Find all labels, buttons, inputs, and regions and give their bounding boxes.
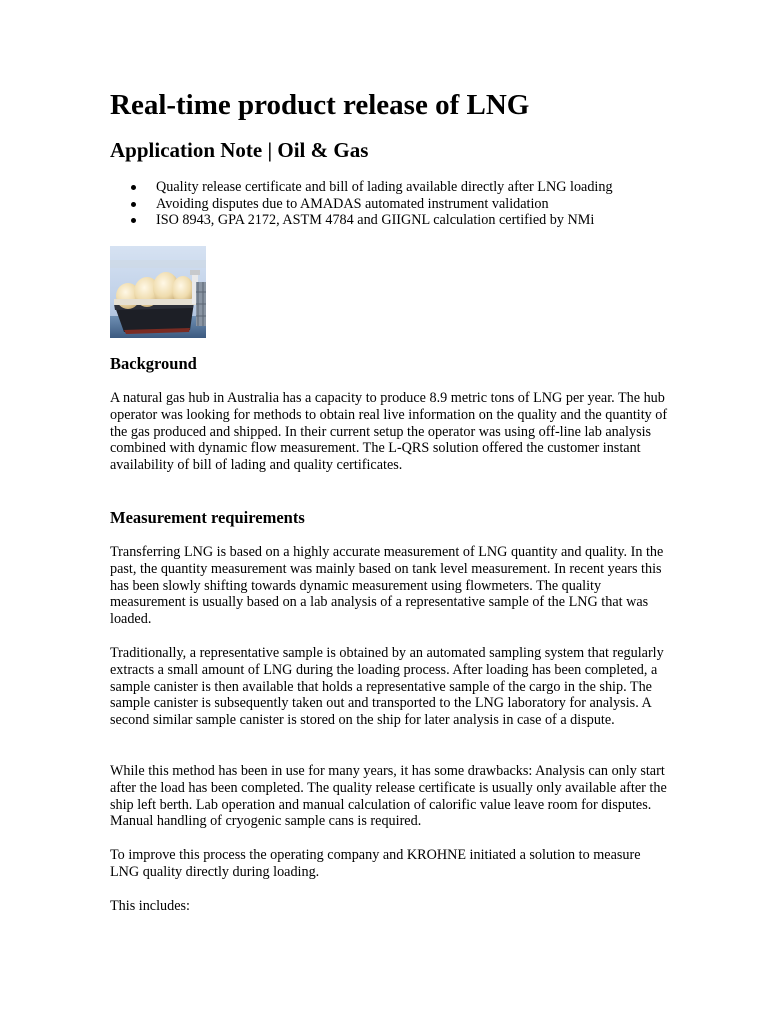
bullet-icon — [131, 185, 136, 190]
list-item-text: Quality release certificate and bill of lading available directly after LNG loading — [156, 179, 613, 195]
list-item — [110, 179, 670, 196]
measurement-paragraph: To improve this process the operating company and KROHNE initiated a solution to measure LNG quality directly during loading. — [110, 847, 641, 880]
background-paragraph: A natural gas hub in Australia has a capacity to produce 8.9 metric tons of LNG per year. The hub operator was looking for methods to obtain real live information on the quality and the quantity of the gas produced and shipped. In their current setup the operator was using off-line lab analysis combined with dynamic flow measurement. The L-QRS solution offered the customer instant availability of bill of lading and quality certificates. — [110, 390, 668, 474]
bullet-icon — [131, 218, 136, 223]
list-item-text: ISO 8943, GPA 2172, ASTM 4784 and GIIGNL calculation certified by NMi — [156, 212, 595, 228]
measurement-paragraph: Transferring LNG is based on a highly accurate measurement of LNG quantity and quality. In the past, the quantity measurement was mainly based on tank level measurement. In recent years this has been slowly shifting towards dynamic measurement using flowmeters. The quality measurement is usually based on a lab analysis of a representative sample of the LNG that was loaded. — [110, 544, 664, 628]
key-points-list — [110, 179, 670, 229]
page-title: Real-time product release of LNG — [110, 89, 530, 121]
lng-tanker-ship-photo — [110, 246, 206, 338]
measurement-requirements-heading: Measurement requirements — [110, 508, 305, 527]
background-heading: Background — [110, 354, 197, 373]
measurement-paragraph: This includes: — [110, 898, 190, 914]
list-item — [110, 212, 670, 229]
measurement-paragraph: While this method has been in use for many years, it has some drawbacks: Analysis can only start after the load has been completed. The quality release certificate is usually only available after the ship left berth. Lab operation and manual calculation of calorific value leave room for disputes. Manual handling of cryogenic sample cans is required. — [110, 763, 667, 830]
measurement-paragraph: Traditionally, a representative sample is obtained by an automated sampling system that regularly extracts a small amount of LNG during the loading process. After loading has been completed, a sample canister is then available that holds a representative sample of the cargo in the ship. The sample canister is subsequently taken out and transported to the LNG laboratory for analysis. A second similar sample canister is stored on the ship for later analysis in case of a dispute. — [110, 645, 664, 729]
bullet-icon — [131, 202, 136, 207]
list-item-text: Avoiding disputes due to AMADAS automated instrument validation — [156, 195, 549, 212]
list-item — [110, 196, 670, 213]
page-subtitle: Application Note | Oil & Gas — [110, 138, 369, 162]
